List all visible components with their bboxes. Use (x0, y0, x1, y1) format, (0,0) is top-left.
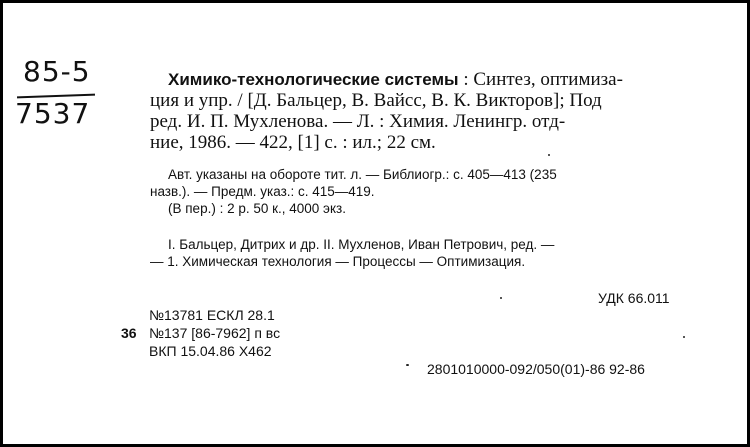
registration-line-1: №13781 ЕСКЛ 28.1 (149, 307, 275, 323)
record-line-4: ние, 1986. — 422, [1] с. : ил.; 22 см. (150, 132, 436, 153)
notes-line-3: (В пер.) : 2 р. 50 к., 4000 экз. (168, 201, 346, 216)
registration-prefix: 36 (121, 325, 137, 341)
tracing-line-2: — 1. Химическая технология — Процессы — Оптимизация. (150, 254, 526, 269)
notes-line-2: назв.). — Предм. указ.: с. 415—419. (150, 184, 375, 199)
handwritten-shelf-mark: 85-5 (23, 55, 91, 88)
record-notes (150, 166, 710, 217)
tracing-line-1: I. Бальцер, Дитрих и др. II. Мухленов, Иван Петрович, ред. — (168, 237, 555, 252)
record-line-1 (168, 69, 718, 90)
dust-speck (500, 297, 502, 299)
registration-line-3: ВКП 15.04.86 Х462 (149, 343, 272, 359)
handwritten-inventory-number: 7537 (15, 97, 91, 130)
registration-block (121, 306, 280, 360)
record-line-2: ция и упр. / [Д. Бальцер, В. Вайсс, В. К. Викторов]; Под (150, 90, 602, 111)
publication-code: 2801010000-092/050(01)-86 92-86 (427, 361, 645, 377)
notes-line-1: Авт. указаны на обороте тит. л. — Библиогр.: с. 405—413 (235 (168, 167, 557, 182)
dust-speck (683, 336, 685, 338)
dust-speck (548, 154, 550, 156)
tracing-entries (150, 236, 710, 270)
record-line-3: ред. И. П. Мухленова. — Л. : Химия. Ленингр. отд- (150, 111, 566, 132)
record-title-rest: : Синтез, оптимиза- (463, 69, 623, 90)
dust-speck (406, 364, 409, 366)
registration-line-2: 36 №137 [86-7962] п вс (121, 325, 281, 341)
record-title: Химико-технологические системы (168, 70, 459, 89)
udk-classification: УДК 66.011 (598, 290, 670, 306)
bibliographic-record (150, 69, 718, 153)
